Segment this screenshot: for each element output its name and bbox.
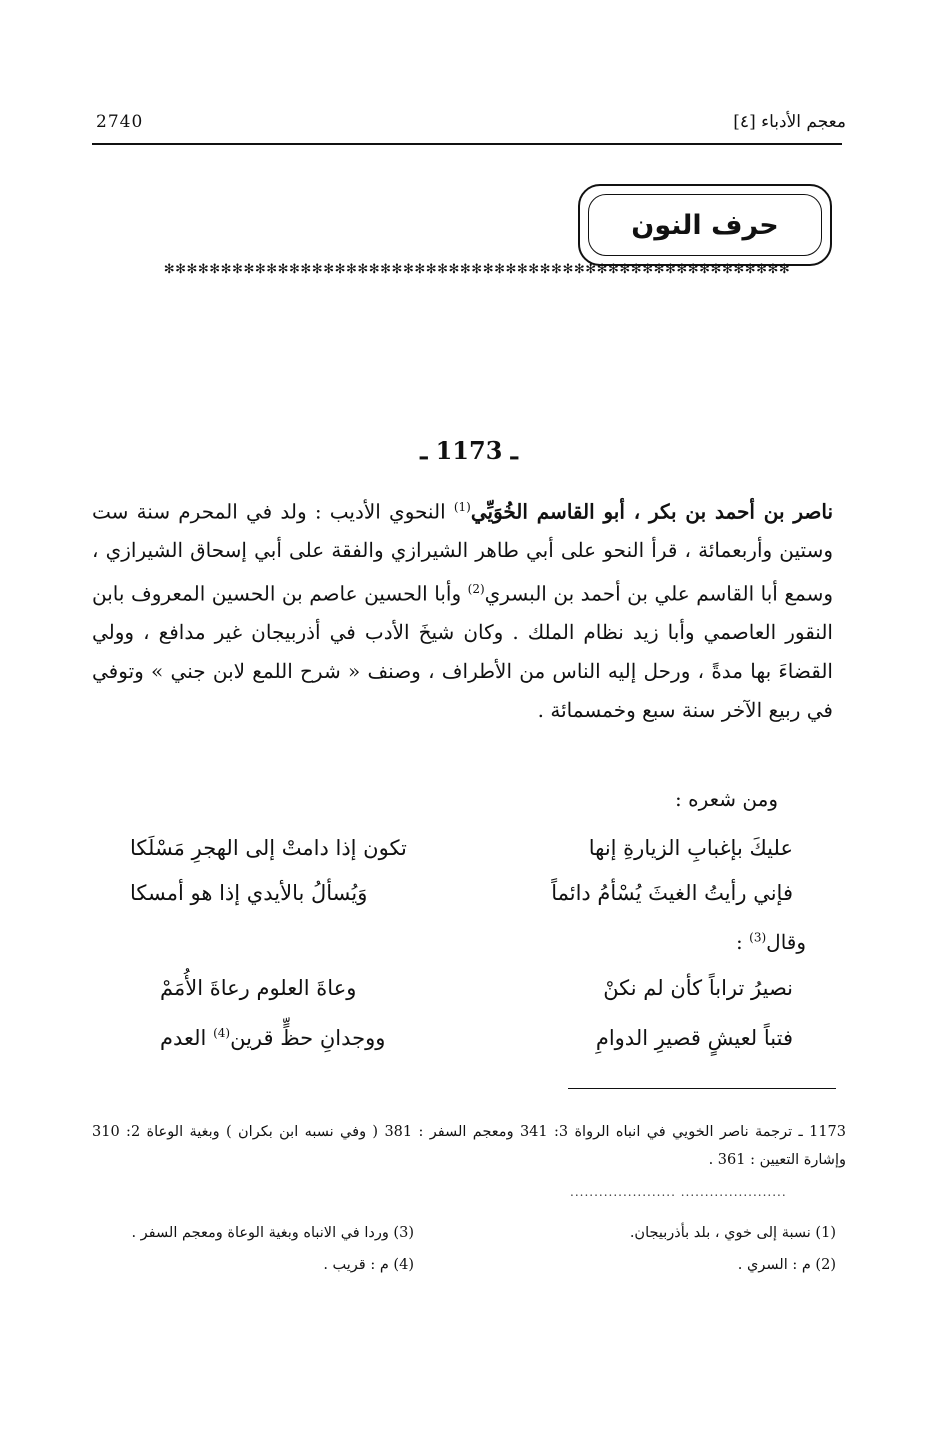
verse-1-first-hemistich: عليكَ بإغبابِ الزيارةِ إنها — [588, 836, 793, 860]
verse-4-first-hemistich: فتباً لعيشٍ قصيرِ الدوامِ — [595, 1026, 793, 1050]
dotted-separator: ...................... ...................... — [570, 1185, 787, 1199]
poem2-intro — [736, 930, 806, 954]
footnote-mark-4: (4) — [213, 1026, 231, 1040]
biography-text-2: وأبا الحسين عاصم بن الحسين المعروف بابن النقور العاصمي وأبا زيد نظام الملك . وكان شيخَ الأدب في أذربيجان غير مدافع ، وولي القضاءَ بها مدةً ، ورحل إليه الناس من الأطراف ، وصنف « شرح اللمع لابن جني » وتوفي في ربيع الآخر سنة سبع وخمسمائة . — [92, 581, 833, 722]
source-footnote: 1173 ـ ترجمة ناصر الخويي في انباه الرواة 3: 341 ومعجم السفر : 381 ( وفي نسبه ابن بكران ) وبغية الوعاة 2: 310 وإشارة التعيين : 361 . — [92, 1124, 846, 1168]
page-number: 2740 — [96, 112, 144, 132]
biography-paragraph — [92, 488, 833, 730]
verse-3-second-hemistich: وعاةَ العلوم رعاةَ الأُمَمْ — [160, 976, 357, 1000]
verse-4-second-hemistich-b: العدم — [160, 1026, 214, 1050]
biography-text-1: النحوي الأديب : ولد في المحرم سنة ست وستين وأربعمائة ، قرأ النحو على أبي طاهر الشيرازي والفقة على أبي إسحاق الشيرازي ، وسمع أبا القاسم علي بن أحمد بن البسري — [92, 499, 833, 606]
verse-4-second-hemistich — [160, 1026, 385, 1050]
running-header-title: معجم الأدباء [٤] — [733, 112, 846, 132]
subject-name: ناصر بن أحمد بن بكر ، أبو القاسم الخُوَيِّي — [470, 499, 834, 524]
footnote-1: (1) نسبة إلى خوي ، بلد بأذربيجان. — [629, 1225, 836, 1241]
header-rule — [92, 143, 842, 145]
footnote-2: (2) م : السري . — [737, 1257, 836, 1273]
footnote-separator — [568, 1088, 836, 1089]
footnote-mark-3: (3) — [749, 930, 767, 945]
poem2-intro-text: وقال — [766, 930, 806, 954]
footnote-mark-1: (1) — [453, 500, 471, 514]
entry-number: ـ 1173 ـ — [420, 436, 518, 465]
poem2-intro-colon: : — [736, 930, 750, 954]
verse-1-second-hemistich: تكون إذا دامتْ إلى الهجرِ مَسْلَكا — [130, 836, 407, 860]
footnote-4: (4) م : قريب . — [323, 1257, 414, 1273]
verse-3-first-hemistich: نصيرُ تراباً كأن لم نكنْ — [603, 976, 793, 1000]
footnote-mark-2: (2) — [467, 582, 485, 597]
verse-2-first-hemistich: فإني رأيتُ الغيثَ يُسْأمُ دائماً — [551, 881, 793, 905]
verse-2-second-hemistich: وَيُسألُ بالأيدي إذا هو أمسكا — [130, 881, 368, 905]
footnote-3: (3) وردا في الانباه وبغية الوعاة ومعجم السفر . — [131, 1225, 414, 1241]
chapter-heading-box — [578, 184, 832, 266]
star-ornament-row: ✻✻✻✻✻✻✻✻✻✻✻✻✻✻✻✻✻✻✻✻✻✻✻✻✻✻✻✻✻✻✻✻✻✻✻✻✻✻✻✻✻✻✻✻✻✻✻✻✻✻✻✻✻✻✻ — [163, 262, 791, 277]
verse-4-second-hemistich-a: ووجدانِ حظٍّ قرين — [230, 1026, 386, 1050]
chapter-title: حرف النون — [631, 209, 779, 241]
poem-intro: ومن شعره : — [675, 787, 778, 811]
